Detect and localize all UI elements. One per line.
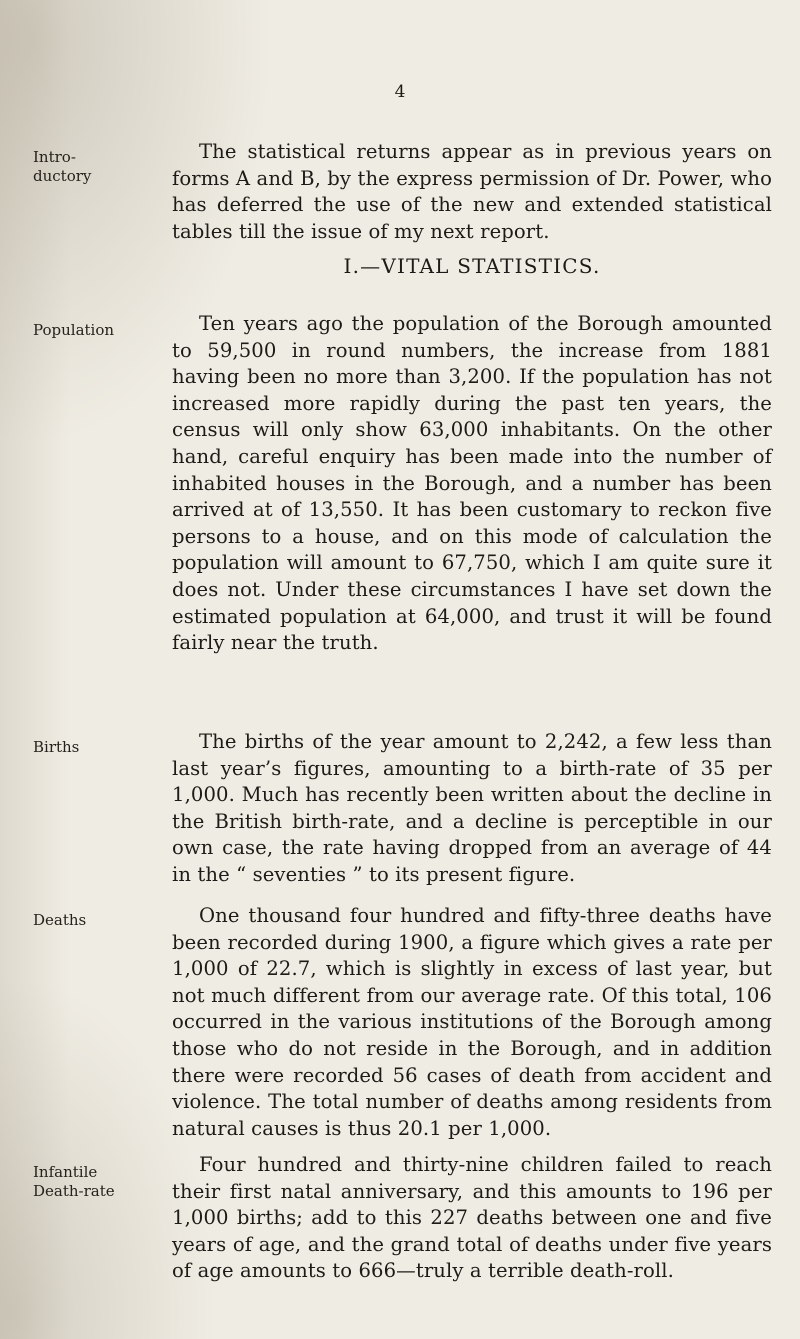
margin-note-births: Births xyxy=(33,738,80,756)
margin-note-introductory: Intro- ductory xyxy=(33,148,92,185)
section-heading: I.—VITAL STATISTICS. xyxy=(343,254,601,278)
margin-note-deaths: Deaths xyxy=(33,911,87,929)
paragraph-deaths: One thousand four hundred and fifty-three deaths have been recorded during 1900, a figure which gives a rate per 1,000 of 22.7, which is slightly in excess of last year, but not much different from our average rate. Of this total, 106 occurred in the various institutions of the Borough among those who do not reside in the Borough, and in addition there were recorded 56 cases of death from accident and violence. The total number of deaths among residents from natural causes is thus 20.1 per 1,000. xyxy=(172,904,772,1140)
paragraph-introductory: The statistical returns appear as in previous years on forms A and B, by the express permission of Dr. Power, who has deferred the use of the new and extended statistical tables till the issue of my next report. xyxy=(172,140,772,243)
paragraph-population: Ten years ago the population of the Borough amounted to 59,500 in round numbers, the increase from 1881 having been no more than 3,200. If the population has not increased more rapidly during the past ten years, the census will only show 63,000 inhabitants. On the other hand, careful enquiry has been made into the number of inhabited houses in the Borough, and a number has been arrived at of 13,550. It has been customary to reckon five persons to a house, and on this mode of calculation the population will amount to 67,750, which I am quite sure it does not. Under these circumstances I have set down the estimated population at 64,000, and trust it will be found fairly near the truth. xyxy=(172,312,772,655)
paragraph-infantile-death-rate: Four hundred and thirty-nine children failed to reach their first natal anniversary, and this amounts to 196 per 1,000 births; add to this 227 deaths between one and five years of age, and the grand total of deaths under five years of age amounts to 666—truly a terrible death-roll. xyxy=(172,1153,772,1283)
margin-note-population: Population xyxy=(33,321,115,339)
page-number: 4 xyxy=(394,82,406,102)
paragraph-births: The births of the year amount to 2,242, a few less than last year’s figures, amounting to a birth-rate of 35 per 1,000. Much has recently been written about the decline in the British birth-rate, and a decline is perceptible in our own case, the rate having dropped from an average of 44 in the “ seventies ” to its present figure. xyxy=(172,730,772,886)
margin-note-infantile-death-rate: Infantile Death-rate xyxy=(33,1163,115,1200)
